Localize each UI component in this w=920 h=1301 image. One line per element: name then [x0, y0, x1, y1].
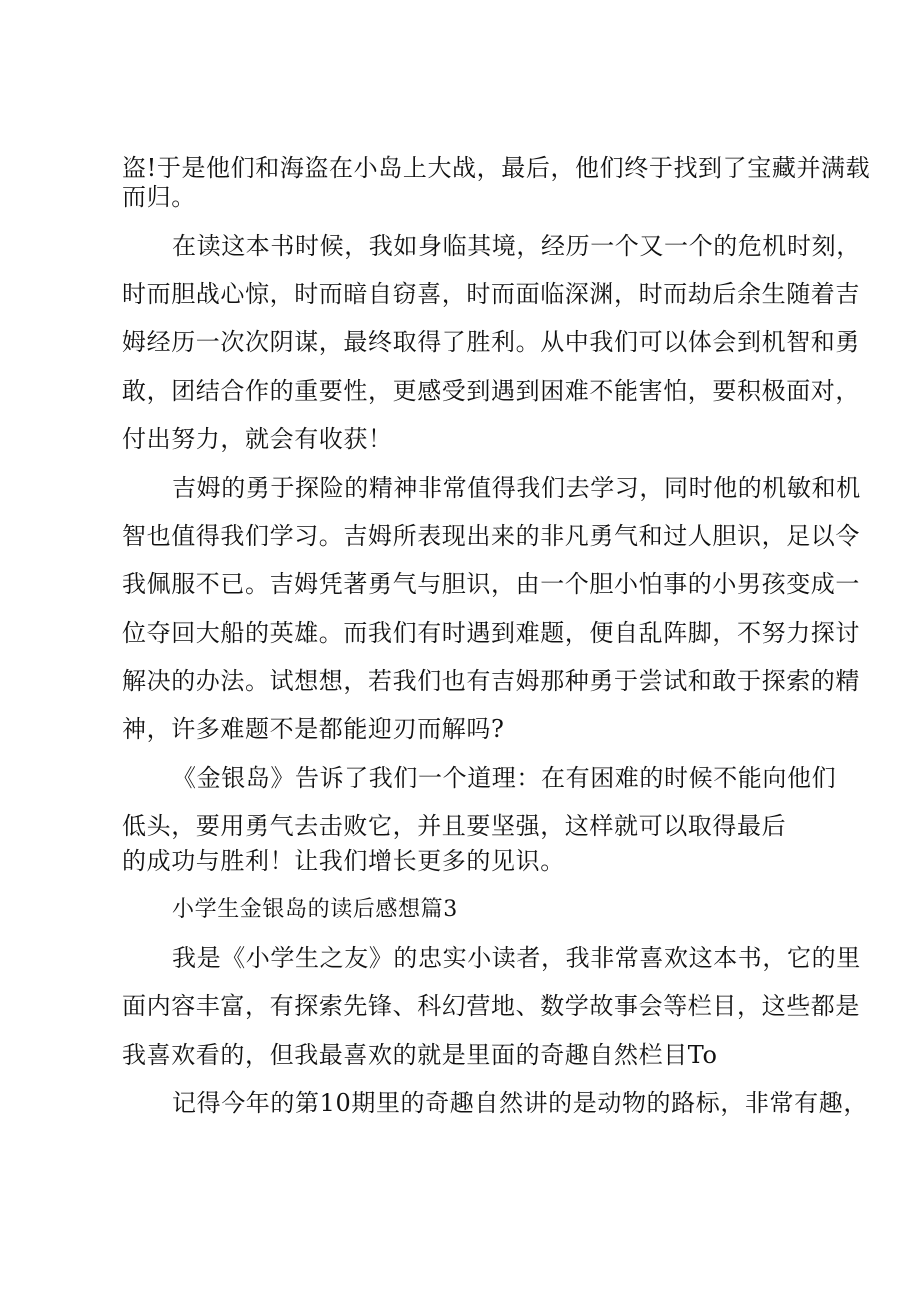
text-line: 神，许多难题不是都能迎刃而解吗?: [122, 715, 505, 743]
text-line: 记得今年的第10期里的奇趣自然讲的是动物的路标，非常有趣，: [172, 1089, 868, 1117]
text-line: 而归。: [122, 183, 196, 211]
text-line: 盗!于是他们和海盗在小岛上大战，最后，他们终于找到了宝藏并满载: [122, 154, 871, 182]
text-line: 敢，团结合作的重要性，更感受到遇到困难不能害怕，要积极面对，: [122, 377, 860, 405]
section-heading: 小学生金银岛的读后感想篇3: [172, 897, 458, 922]
text-line: 智也值得我们学习。吉姆所表现出来的非凡勇气和过人胆识，足以令: [122, 522, 860, 550]
text-line: 位夺回大船的英雄。而我们有时遇到难题，便自乱阵脚，不努力探讨: [122, 619, 860, 647]
text-line: 的成功与胜利！让我们增长更多的见识。: [122, 847, 565, 875]
text-line: 吉姆的勇于探险的精神非常值得我们去学习，同时他的机敏和机: [172, 474, 861, 502]
text-line: 《金银岛》告诉了我们一个道理：在有困难的时候不能向他们: [172, 764, 837, 792]
text-line: 我佩服不已。吉姆凭著勇气与胆识，由一个胆小怕事的小男孩变成一: [122, 570, 860, 598]
text-line: 低头，要用勇气去击败它，并且要坚强，这样就可以取得最后: [122, 812, 787, 840]
text-line: 付出努力，就会有收获！: [122, 425, 393, 453]
text-line: 我是《小学生之友》的忠实小读者，我非常喜欢这本书，它的里: [172, 944, 861, 972]
text-line: 我喜欢看的，但我最喜欢的就是里面的奇趣自然栏目To: [122, 1041, 718, 1069]
text-line: 姆经历一次次阴谋，最终取得了胜利。从中我们可以体会到机智和勇: [122, 328, 860, 356]
text-line: 面内容丰富，有探索先锋、科幻营地、数学故事会等栏目，这些都是: [122, 992, 860, 1020]
text-line: 时而胆战心惊，时而暗自窃喜，时而面临深渊，时而劫后余生随着吉: [122, 280, 860, 308]
text-line: 在读这本书时候，我如身临其境，经历一个又一个的危机时刻，: [172, 232, 861, 260]
text-line: 解决的办法。试想想，若我们也有吉姆那种勇于尝试和敢于探索的精: [122, 667, 860, 695]
